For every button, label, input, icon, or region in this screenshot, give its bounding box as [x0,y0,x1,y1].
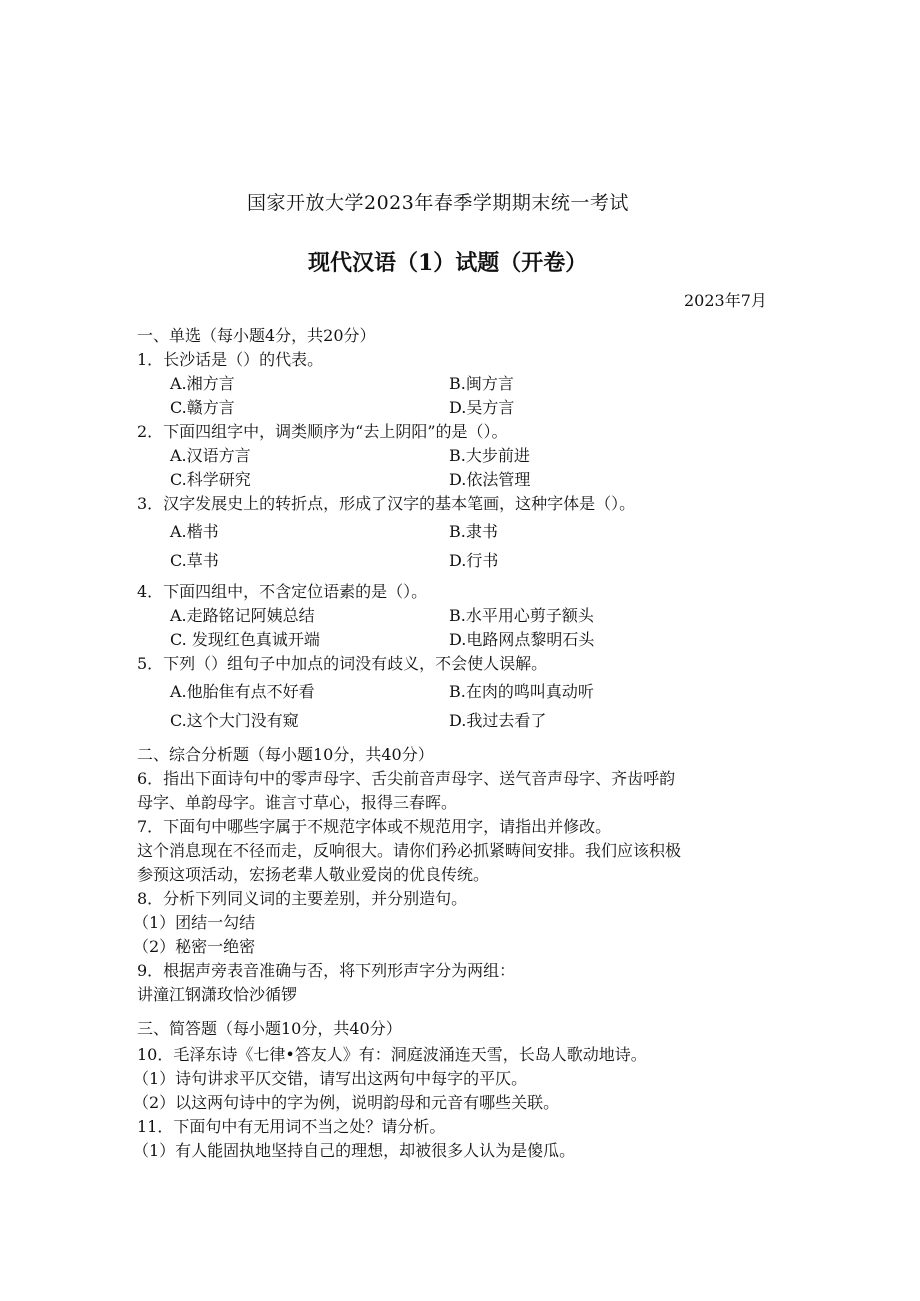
q4-option-c: C. 发现红色真诚开端 [170,630,320,649]
q2-stem: 2．下面四组字中，调类顺序为“去上阴阳”的是（）。 [137,422,508,441]
q3-option-a: A.楷书 [170,522,219,541]
q4-option-d: D.电路网点黎明石头 [449,630,595,649]
exam-date: 2023年7月 [684,291,767,310]
q7-text-line2: 参预这项活动，宏扬老辈人敬业爱岗的优良传统。 [137,865,490,884]
q9-stem: 9．根据声旁表音准确与否，将下列形声字分为两组： [137,961,516,980]
paper-subtitle: 现代汉语（1）试题（开卷） [308,250,588,276]
q2-option-a: A.汉语方言 [170,446,251,465]
q4-option-a: A.走路铭记阿姨总结 [170,606,315,625]
q8-item-1: （1）团结一勾结 [133,913,256,932]
q4-stem: 4．下面四组中，不含定位语素的是（）。 [137,582,428,601]
q1-option-d: D.吴方言 [449,398,515,417]
q3-stem: 3．汉字发展史上的转折点，形成了汉字的基本笔画，这种字体是（）。 [137,494,636,513]
q6-text-line2: 母字、单韵母字。谁言寸草心，报得三春晖。 [137,793,458,812]
q5-stem: 5．下列（）组句子中加点的词没有歧义，不会使人误解。 [137,654,548,673]
q6-text-line1: 6．指出下面诗句中的零声母字、舌尖前音声母字、送气音声母字、齐齿呼韵 [137,769,676,788]
q2-option-c: C.科学研究 [170,470,251,489]
q5-option-c: C.这个大门没有窥 [170,711,299,730]
q11-stem: 11．下面句中有无用词不当之处？请分析。 [137,1117,446,1136]
q10-stem: 10．毛泽东诗《七律•答友人》有：洞庭波涌连天雪，长岛人歌动地诗。 [137,1045,647,1064]
q10-item-1: （1）诗句讲求平仄交错，请写出这两句中每字的平仄。 [133,1069,528,1088]
section2-heading: 二、综合分析题（每小题10分，共40分） [137,745,434,764]
q1-option-a: A.湘方言 [170,374,235,393]
q1-option-c: C.赣方言 [170,398,235,417]
q9-text: 讲潼江钢潇玫恰沙循锣 [137,985,298,1004]
q7-stem: 7．下面句中哪些字属于不规范字体或不规范用字，请指出并修改。 [137,817,612,836]
q2-option-d: D.依法管理 [449,470,531,489]
section1-heading: 一、单选（每小题4分，共20分） [137,326,376,345]
q2-option-b: B.大步前进 [449,446,530,465]
q10-item-2: （2）以这两句诗中的字为例，说明韵母和元音有哪些关联。 [133,1093,560,1112]
q1-option-b: B.闽方言 [449,374,514,393]
q5-option-a: A.他胎隹有点不好看 [170,682,315,701]
q8-stem: 8．分析下列同义词的主要差别，并分别造句。 [137,889,468,908]
exam-title: 国家开放大学2023年春季学期期末统一考试 [247,192,629,214]
q4-option-b: B.水平用心剪子额头 [449,606,594,625]
q3-option-b: B.隶书 [449,522,498,541]
section3-heading: 三、简答题（每小题10分，共40分） [137,1019,402,1038]
q5-option-b: B.在肉的鸣叫真动听 [449,682,594,701]
q11-item-1: （1）有人能固执地坚持自己的理想，却被很多人认为是傻瓜。 [133,1141,576,1160]
q5-option-d: D.我过去看了 [449,711,547,730]
q7-text-line1: 这个消息现在不径而走，反响很大。请你们矜必抓紧畴间安排。我们应该积极 [137,841,682,860]
q3-option-d: D.行书 [449,551,499,570]
q1-stem: 1．长沙话是（）的代表。 [137,350,324,369]
q3-option-c: C.草书 [170,551,219,570]
q8-item-2: （2）秘密一绝密 [133,937,256,956]
